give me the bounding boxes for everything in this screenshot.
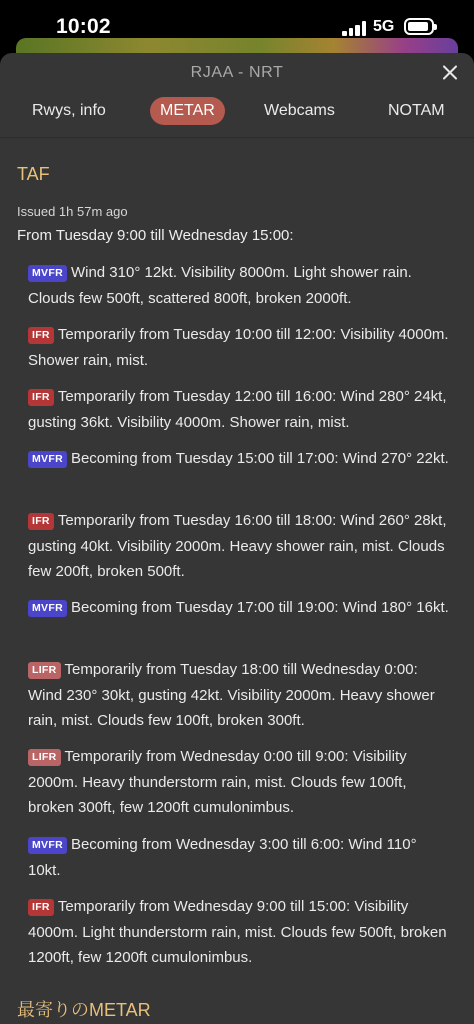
tab-metar[interactable]: METAR — [150, 97, 225, 125]
forecast-text: Temporarily from Wednesday 0:00 till 9:00: Visibility 2000m. Heavy thunderstorm rain, mist. Clouds few 100ft, broken 300ft, few 1200ft cumulonimbus. — [28, 748, 407, 816]
taf-issued-time: Issued 1h 57m ago — [17, 204, 128, 219]
forecast-item — [28, 322, 453, 373]
forecast-text: Temporarily from Wednesday 9:00 till 15:00: Visibility 4000m. Light thunderstorm rain, mist. Clouds few 500ft, broken 1200ft, few 1200ft cumulonimbus. — [28, 898, 447, 966]
flight-category-badge: IFR — [28, 327, 54, 344]
sheet-title: RJAA - NRT — [190, 64, 284, 81]
flight-category-badge: IFR — [28, 389, 54, 406]
taf-validity-period: From Tuesday 9:00 till Wednesday 15:00: — [17, 227, 294, 244]
tab-rwys-info[interactable]: Rwys, info — [32, 102, 106, 119]
forecast-text: Becoming from Tuesday 17:00 till 19:00: Wind 180° 16kt. — [70, 599, 449, 616]
forecast-text: Temporarily from Tuesday 10:00 till 12:00: Visibility 4000m. Shower rain, mist. — [28, 326, 449, 369]
forecast-item — [28, 657, 453, 734]
forecast-item — [28, 384, 453, 435]
flight-category-badge: MVFR — [28, 265, 67, 282]
forecast-item — [28, 832, 453, 883]
forecast-text: Becoming from Wednesday 3:00 till 6:00: Wind 110° 10kt. — [28, 836, 417, 879]
close-icon[interactable] — [436, 59, 464, 87]
forecast-text: Becoming from Tuesday 15:00 till 17:00: Wind 270° 22kt. — [70, 450, 449, 467]
tab-divider — [0, 137, 474, 138]
forecast-item — [28, 894, 453, 971]
forecast-text: Temporarily from Tuesday 12:00 till 16:00: Wind 280° 24kt, gusting 36kt. Visibility 4000m. Shower rain, mist. — [28, 388, 447, 431]
forecast-item — [28, 446, 453, 472]
status-time: 10:02 — [56, 15, 111, 38]
nearest-metar-section-title: 最寄りのMETAR — [17, 1000, 151, 1020]
cellular-signal-icon — [342, 20, 368, 36]
tab-bar — [0, 97, 474, 125]
flight-category-badge: LIFR — [28, 749, 61, 766]
forecast-item — [28, 595, 453, 621]
forecast-item — [28, 508, 453, 585]
airport-info-sheet — [0, 53, 474, 1024]
network-type: 5G — [373, 18, 395, 35]
flight-category-badge: LIFR — [28, 662, 61, 679]
flight-category-badge: MVFR — [28, 451, 67, 468]
flight-category-badge: MVFR — [28, 600, 67, 617]
tab-notam[interactable]: NOTAM — [388, 102, 445, 119]
forecast-item — [28, 260, 453, 311]
flight-category-badge: IFR — [28, 513, 54, 530]
tab-webcams[interactable]: Webcams — [264, 102, 335, 119]
battery-icon — [404, 18, 434, 35]
forecast-text: Wind 310° 12kt. Visibility 8000m. Light shower rain. Clouds few 500ft, scattered 800ft, broken 2000ft. — [28, 264, 412, 307]
forecast-text: Temporarily from Tuesday 16:00 till 18:00: Wind 260° 28kt, gusting 40kt. Visibility 2000m. Heavy shower rain, mist. Clouds few 200ft, broken 500ft. — [28, 512, 447, 580]
forecast-text: Temporarily from Tuesday 18:00 till Wednesday 0:00: Wind 230° 30kt, gusting 42kt. Visibility 2000m. Heavy shower rain, mist. Clouds few 100ft, broken 300ft. — [28, 661, 435, 729]
taf-section-title: TAF — [17, 164, 50, 184]
flight-category-badge: MVFR — [28, 837, 67, 854]
forecast-item — [28, 744, 453, 821]
flight-category-badge: IFR — [28, 899, 54, 916]
